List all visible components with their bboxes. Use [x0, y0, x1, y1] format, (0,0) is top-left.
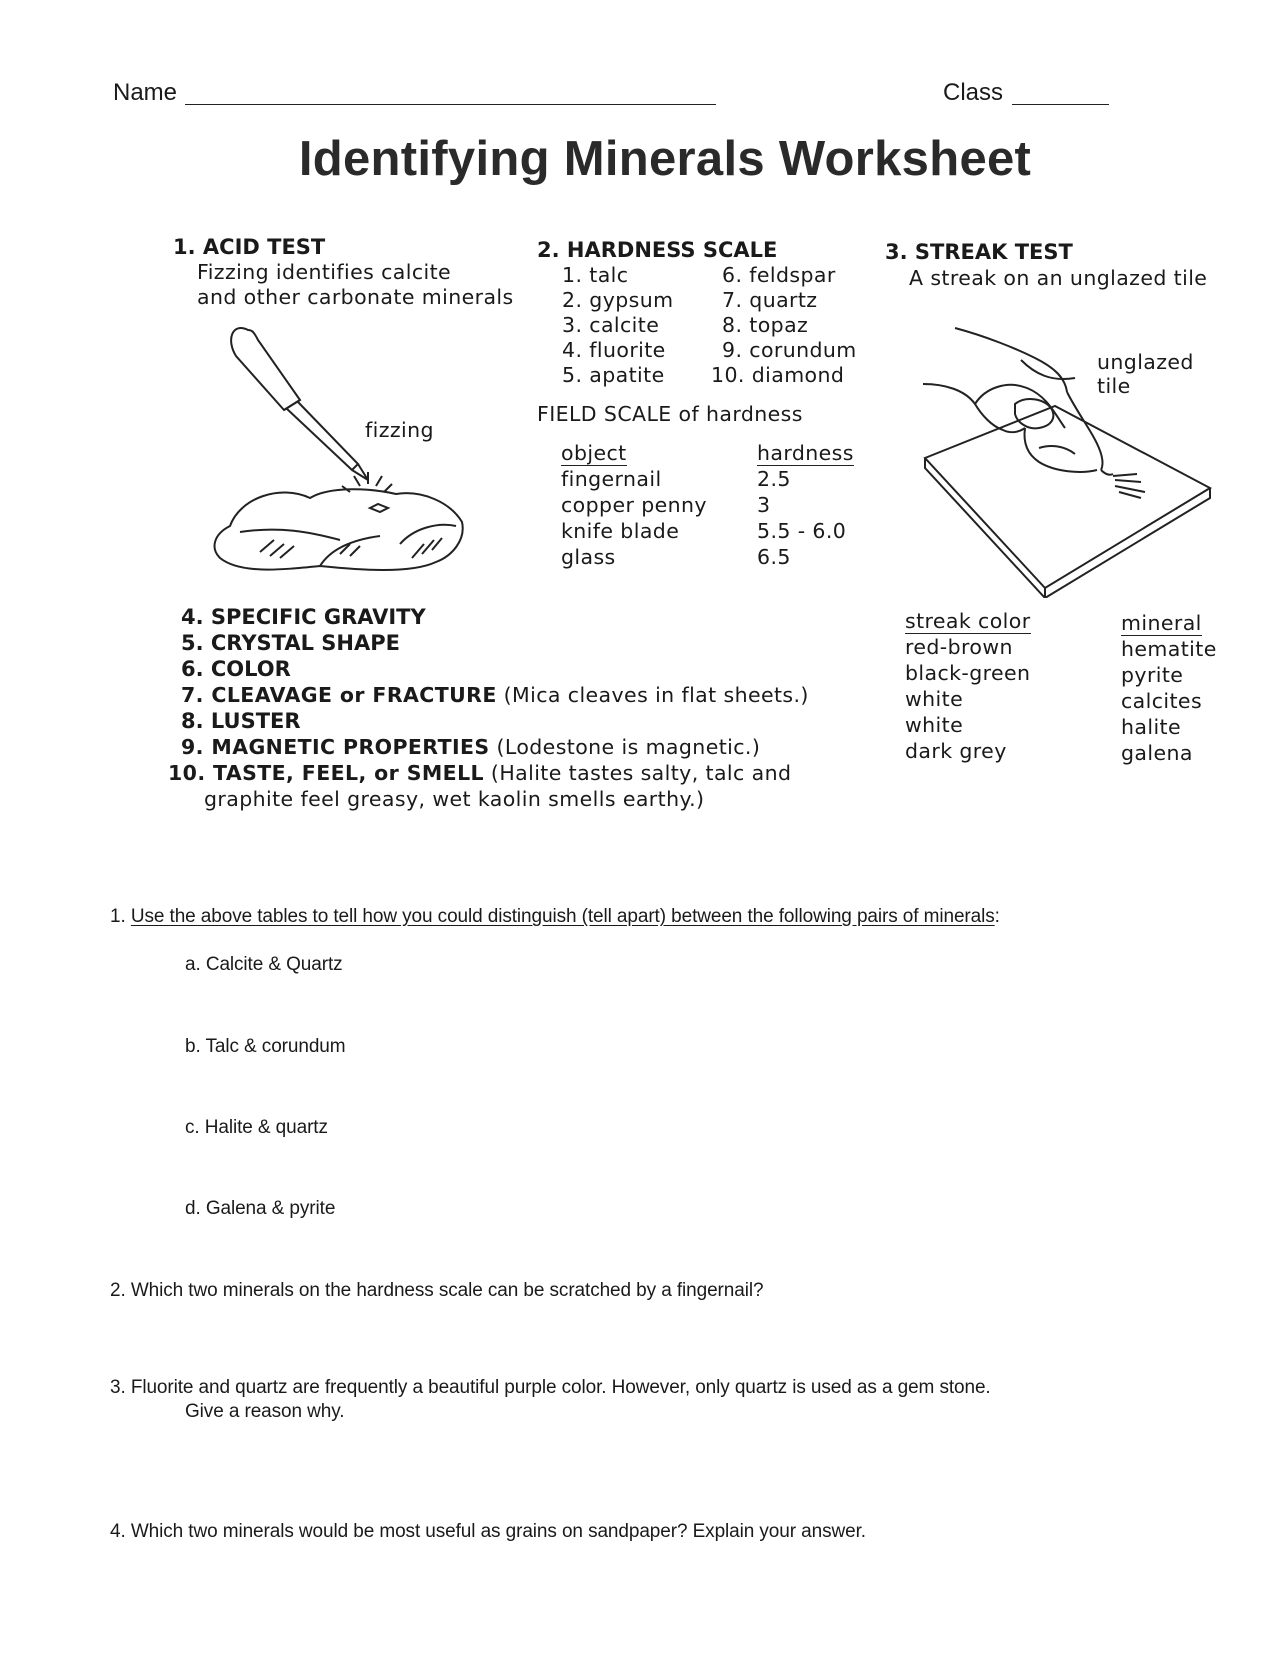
field-hardness-3: 5.5 - 6.0 — [757, 519, 847, 543]
hardness-6: 6. feldspar — [722, 263, 836, 287]
question-3-cont: Give a reason why. — [185, 1401, 345, 1422]
question-1d: d. Galena & pyrite — [185, 1198, 336, 1219]
hardness-10: 10. diamond — [711, 363, 845, 387]
question-1a: a. Calcite & Quartz — [185, 954, 343, 975]
streak-test-line1: A streak on an unglazed tile — [909, 266, 1208, 290]
acid-test-heading: 1. ACID TEST — [173, 235, 326, 259]
hardness-1: 1. talc — [562, 263, 629, 287]
property-6: 6. COLOR — [181, 657, 291, 681]
streak-color-4: white — [905, 713, 964, 737]
streak-mineral-2: pyrite — [1121, 663, 1184, 687]
tile-label-2: tile — [1097, 374, 1131, 398]
hardness-5: 5. apatite — [562, 363, 665, 387]
field-scale-heading: FIELD SCALE of hardness — [537, 402, 803, 426]
acid-test-illustration — [200, 318, 480, 598]
streak-mineral-5: galena — [1121, 741, 1193, 765]
streak-test-heading: 3. STREAK TEST — [885, 240, 1073, 264]
field-object-4: glass — [561, 545, 616, 569]
class-label: Class — [943, 79, 1004, 106]
hardness-scale-heading: 2. HARDNESS SCALE — [537, 238, 778, 262]
property-7: 7. CLEAVAGE or FRACTURE (Mica cleaves in flat sheets.) — [181, 683, 809, 707]
hardness-3: 3. calcite — [562, 313, 660, 337]
field-col-hardness: hardness — [757, 441, 854, 465]
acid-test-line1: Fizzing identifies calcite — [197, 260, 452, 284]
question-4: 4. Which two minerals would be most useful as grains on sandpaper? Explain your answer. — [110, 1521, 866, 1542]
hardness-9: 9. corundum — [722, 338, 857, 362]
property-8: 8. LUSTER — [181, 709, 301, 733]
field-object-1: fingernail — [561, 467, 662, 491]
class-field[interactable] — [1012, 104, 1109, 105]
field-hardness-4: 6.5 — [757, 545, 791, 569]
field-object-3: knife blade — [561, 519, 680, 543]
tile-label-1: unglazed — [1097, 350, 1194, 374]
question-2: 2. Which two minerals on the hardness scale can be scratched by a fingernail? — [110, 1280, 764, 1301]
property-10-cont: graphite feel greasy, wet kaolin smells earthy.) — [204, 787, 705, 811]
field-object-2: copper penny — [561, 493, 707, 517]
property-10: 10. TASTE, FEEL, or SMELL (Halite tastes salty, talc and — [168, 761, 792, 785]
question-3: 3. Fluorite and quartz are frequently a beautiful purple color. However, only quartz is used as a gem stone. — [110, 1377, 991, 1398]
streak-mineral-4: halite — [1121, 715, 1181, 739]
property-9: 9. MAGNETIC PROPERTIES (Lodestone is magnetic.) — [181, 735, 761, 759]
property-5: 5. CRYSTAL SHAPE — [181, 631, 400, 655]
question-1: 1. Use the above tables to tell how you could distinguish (tell apart) between the following pairs of minerals: — [110, 906, 1000, 927]
name-field[interactable] — [185, 104, 716, 105]
question-1b: b. Talc & corundum — [185, 1036, 346, 1057]
page-title: Identifying Minerals Worksheet — [298, 132, 1032, 186]
streak-color-5: dark grey — [905, 739, 1007, 763]
streak-color-3: white — [905, 687, 964, 711]
streak-col-color: streak color — [905, 609, 1031, 633]
hardness-2: 2. gypsum — [562, 288, 674, 312]
streak-mineral-1: hematite — [1121, 637, 1217, 661]
name-label: Name — [113, 79, 178, 106]
hardness-8: 8. topaz — [722, 313, 809, 337]
streak-color-2: black-green — [905, 661, 1031, 685]
field-col-object: object — [561, 441, 627, 465]
hardness-7: 7. quartz — [722, 288, 818, 312]
field-hardness-2: 3 — [757, 493, 771, 517]
acid-test-line2: and other carbonate minerals — [197, 285, 514, 309]
field-hardness-1: 2.5 — [757, 467, 791, 491]
question-1c: c. Halite & quartz — [185, 1117, 328, 1138]
property-4: 4. SPECIFIC GRAVITY — [181, 605, 426, 629]
hardness-4: 4. fluorite — [562, 338, 666, 362]
streak-color-1: red-brown — [905, 635, 1013, 659]
streak-mineral-3: calcites — [1121, 689, 1203, 713]
fizzing-label: fizzing — [365, 418, 434, 442]
streak-col-mineral: mineral — [1121, 611, 1202, 635]
